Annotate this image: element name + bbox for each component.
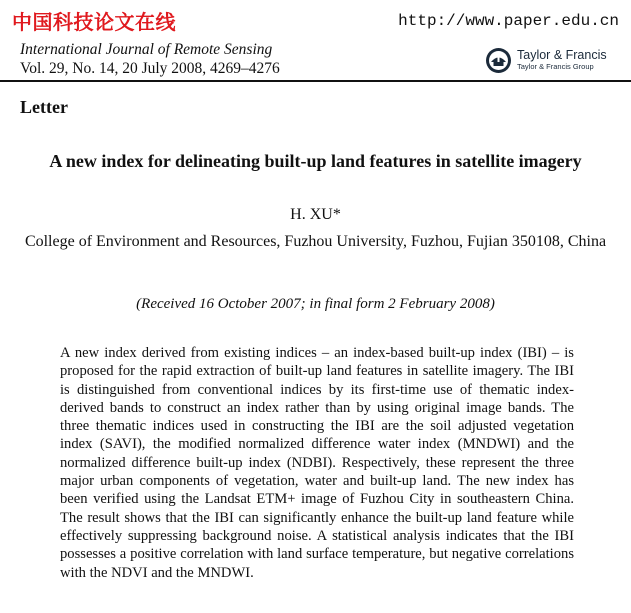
article-type: Letter: [20, 97, 68, 117]
journal-citation: Vol. 29, No. 14, 20 July 2008, 4269–4276: [20, 60, 280, 77]
article-author: H. XU*: [290, 206, 341, 223]
taylor-francis-logo-icon: [485, 47, 512, 74]
journal-name: International Journal of Remote Sensing: [20, 41, 273, 58]
publisher-name: Taylor & Francis: [517, 47, 607, 62]
journal-info: [20, 40, 280, 78]
author-affiliation: College of Environment and Resources, Fuzhou University, Fuzhou, Fujian 350108, China: [24, 233, 607, 250]
publisher-group: Taylor & Francis Group: [517, 61, 594, 71]
site-banner: 中国科技论文在线: [12, 10, 176, 34]
header-divider: [0, 80, 631, 82]
abstract-paragraph: A new index derived from existing indices – an index-based built-up index (IBI) – is proposed for the rapid extraction of built-up land features in satellite imagery. The IBI is distinguished from conventional indices by its first-time use of thematic index-derived bands to construct an index rather than by using original image bands. The three thematic indices used in constructing the IBI are the soil adjusted vegetation index (SAVI), the modified normalized difference water index (MNDWI) and the normalized difference built-up index (NDBI). Respectively, these represent the three major urban components of vegetation, water and built-up land. The new index has been verified using the Landsat ETM+ image of Fuzhou City in southeastern China. The result shows that the IBI can significantly enhance the built-up land feature while effectively suppressing background noise. A statistical analysis indicates that the IBI possesses a positive correlation with land surface temperature, but negative correlations with the NDVI and the MNDWI.: [60, 345, 574, 581]
article-title: A new index for delineating built-up land features in satellite imagery: [49, 151, 582, 171]
site-url[interactable]: http://www.paper.edu.cn: [398, 12, 619, 30]
publisher-logo: [485, 47, 607, 74]
received-dates: (Received 16 October 2007; in final form 2 February 2008): [136, 296, 495, 312]
